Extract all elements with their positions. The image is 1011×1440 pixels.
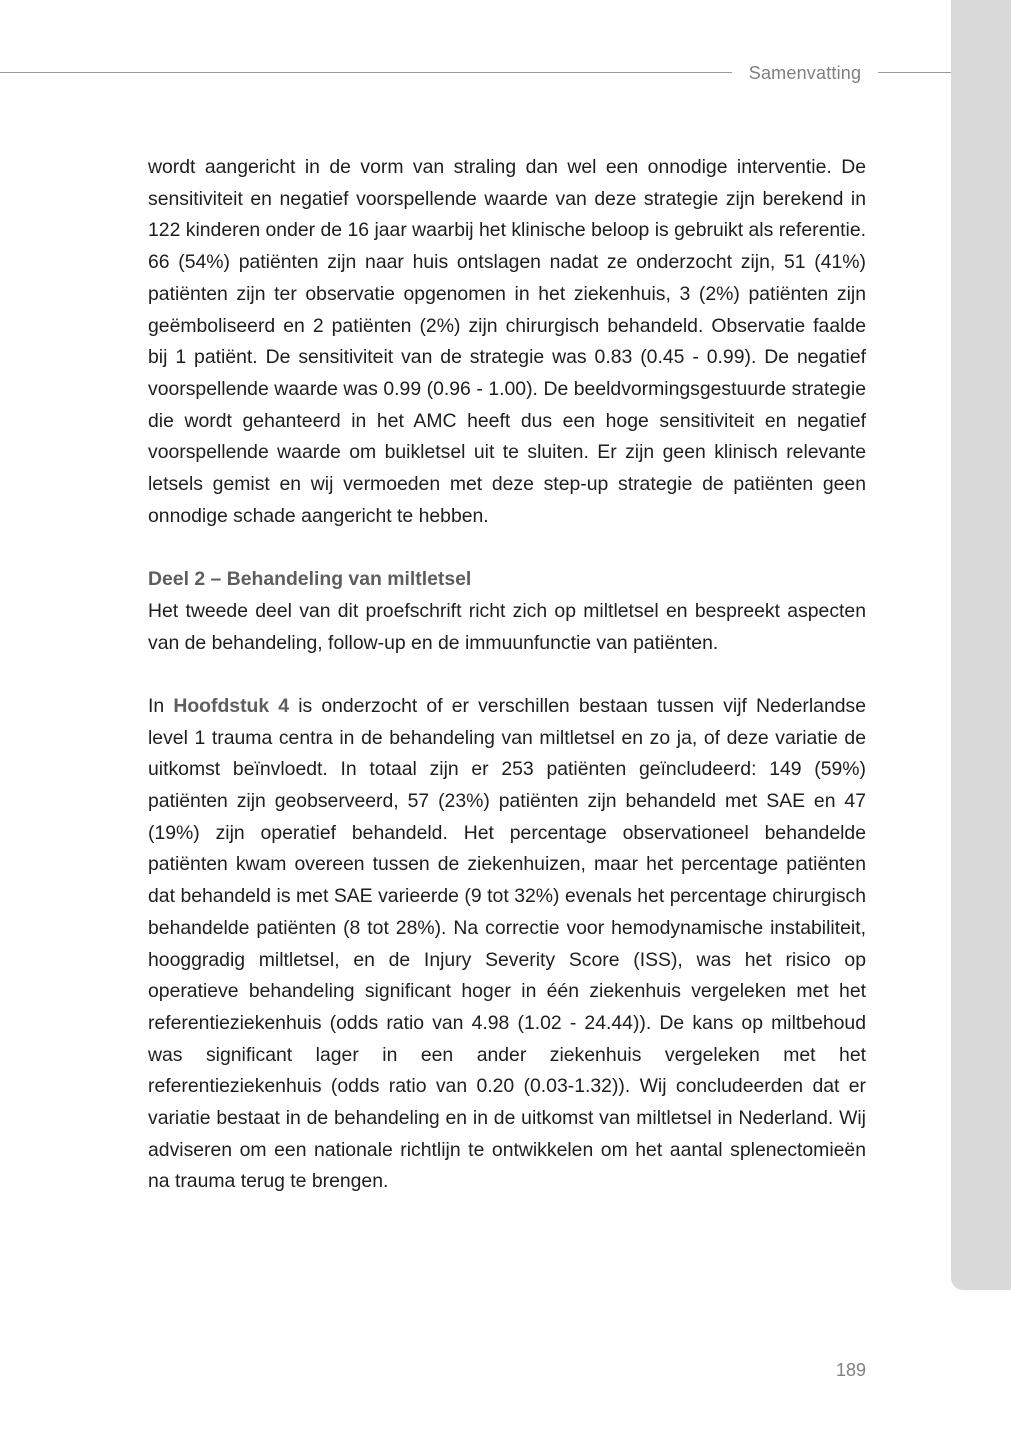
page-number: 189 [835, 1360, 866, 1380]
chapter-side-tab [951, 0, 1011, 1290]
chapter-reference: Hoofdstuk 4 [173, 694, 290, 717]
paragraph-part-two-intro: Het tweede deel van dit proefschrift richt zich op miltletsel en bespreekt aspecten van de behandeling, follow-up en de immuunfunctie van patiënten. [148, 599, 866, 654]
paragraph-chapter-four [148, 691, 866, 1198]
header-rule-right [878, 72, 951, 73]
chapter-intro-word: In [148, 694, 165, 717]
header-rule-left [0, 72, 732, 73]
running-title: Samenvatting [748, 63, 862, 83]
paragraph-strategy-results: wordt aangericht in de vorm van straling dan wel een onnodige interventie. De sensitiviteit en negatief voorspellende waarde van deze strategie zijn berekend in 122 kinderen onder de 16 jaar waarbij het klinische beloop is gebruikt als referentie. 66 (54%) patiënten zijn naar huis ontslagen nadat ze onderzocht zijn, 51 (41%) patiënten zijn ter observatie opgenomen in het ziekenhuis, 3 (2%) patiënten zijn geëmboliseerd en 2 patiënten (2%) zijn chirurgisch behandeld. Observatie faalde bij 1 patiënt. De sensitiviteit van de strategie was 0.83 (0.45 - 0.99). De negatief voorspellende waarde was 0.99 (0.96 - 1.00). De beeldvormingsgestuurde strategie die wordt gehanteerd in het AMC heeft dus een hoge sensitiviteit en negatief voorspellende waarde om buikletsel uit te sluiten. Er zijn geen klinisch relevante letsels gemist en wij vermoeden met deze step-up strategie de patiënten geen onnodige schade aangericht te hebben. [148, 156, 866, 527]
chapter-four-body: is onderzocht of er verschillen bestaan tussen vijf Nederlandse level 1 trauma centra in de behandeling van miltletsel en zo ja, of deze variatie de uitkomst beïnvloedt. In totaal zijn er 253 patiënten geïncludeerd: 149 (59%) patiënten zijn geobserveerd, 57 (23%) patiënten zijn behandeld met SAE en 47 (19%) zijn operatief behandeld. Het percentage observationeel behandelde patiënten kwam overeen tussen de ziekenhuizen, maar het percentage patiënten dat behandeld is met SAE varieerde (9 tot 32%) evenals het percentage chirurgisch behandelde patiënten (8 tot 28%). Na correctie voor hemodynamische instabiliteit, hooggradig miltletsel, en de Injury Severity Score (ISS), was het risico op operatieve behandeling significant hoger in één ziekenhuis vergeleken met het referentieziekenhuis (odds ratio van 4.98 (1.02 - 24.44)). De kans op miltbehoud was significant lager in een ander ziekenhuis vergeleken met het referentieziekenhuis (odds ratio van 0.20 (0.03-1.32)). Wij concludeerden dat er variatie bestaat in de behandeling en in de uitkomst van miltletsel in Nederland. Wij adviseren om een nationale richtlijn te ontwikkelen om het aantal splenectomieën na trauma terug te brengen. [148, 694, 866, 1193]
paragraph-gap [148, 532, 866, 564]
paragraph-gap [148, 659, 866, 691]
main-text [148, 152, 866, 1198]
section-heading: Deel 2 – Behandeling van miltletsel [148, 568, 472, 591]
